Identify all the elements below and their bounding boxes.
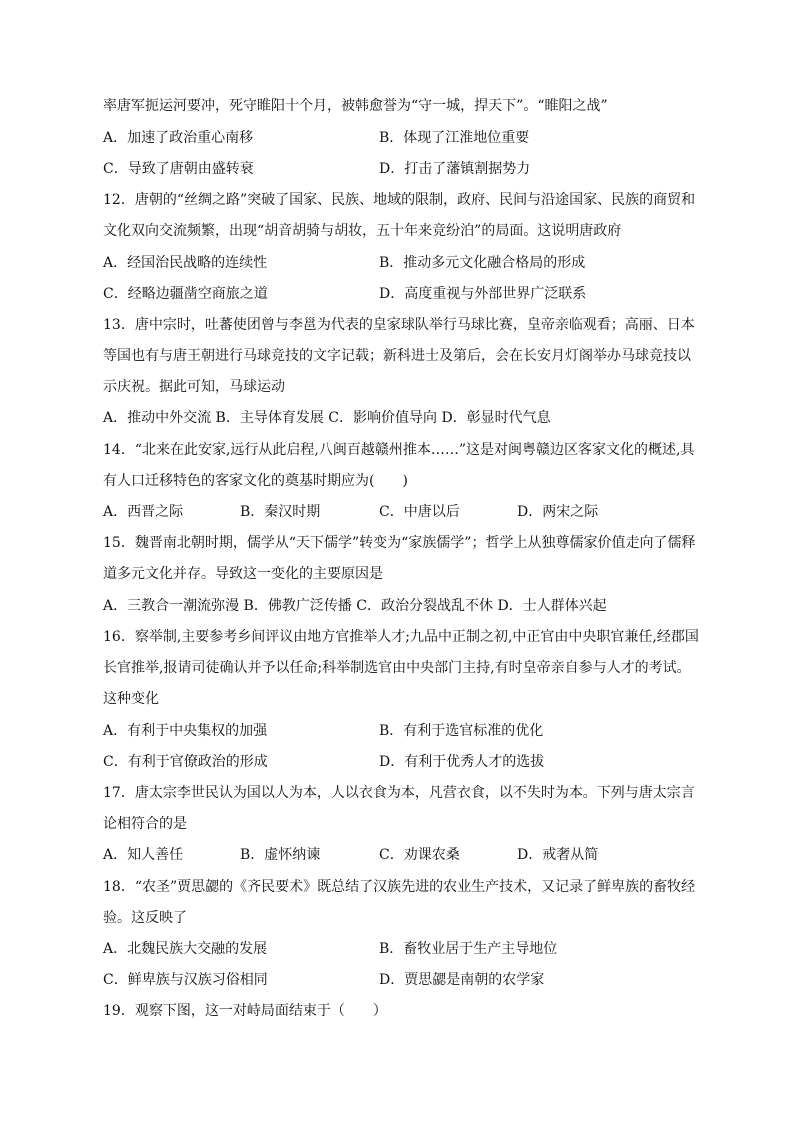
q18-option-c: C．鲜卑族与汉族习俗相同	[103, 972, 268, 988]
q17-option-a: A．知人善任	[103, 847, 184, 863]
q12-option-c: C．经略边疆凿空商旅之道	[103, 286, 268, 302]
q13-stem-line-1: 13．唐中宗时，吐蕃使团曾与李邕为代表的皇家球队举行马球比赛，皇帝亲临观看；高丽、日本	[103, 317, 695, 333]
q12-stem-line-2: 文化双向交流频繁，出现“胡音胡骑与胡妆，五十年来竞纷泊”的局面。这说明唐政府	[103, 223, 622, 239]
q18-stem-line-1: 18．“农圣”贾思勰的《齐民要术》既总结了汉族先进的农业生产技术，又记录了鲜卑族的畜牧经	[103, 879, 696, 895]
q12-option-b: B．推动多元文化融合格局的形成	[379, 255, 586, 271]
q17-option-d: D．戒奢从简	[517, 847, 599, 863]
q17-option-b: B．虚怀纳谏	[240, 847, 321, 863]
q16-option-d: D．有利于优秀人才的选拔	[379, 754, 545, 770]
q18-option-b: B．畜牧业居于生产主导地位	[379, 941, 558, 957]
q12-option-a: A．经国治民战略的连续性	[103, 255, 268, 271]
q17-stem-line-2: 论相符合的是	[103, 816, 187, 832]
q12-option-d: D．高度重视与外部世界广泛联系	[379, 286, 587, 302]
q16-stem-line-1: 16．察举制,主要参考乡间评议由地方官推举人才;九品中正制之初,中正官由中央职官兼任,经郡国	[103, 629, 699, 645]
q19-stem: 19．观察下图，这一对峙局面结束于（ ）	[103, 1003, 387, 1019]
q15-stem-line-1: 15．魏晋南北朝时期，儒学从“天下儒学”转变为“家族儒学”；哲学上从独尊儒家价值走向了儒释	[103, 535, 696, 551]
q13-stem-line-3: 示庆祝。据此可知，马球运动	[103, 379, 285, 395]
q18-stem-line-2: 验。这反映了	[103, 910, 187, 926]
q11-option-b: B．体现了江淮地位重要	[379, 130, 530, 146]
q11-option-c: C．导致了唐朝由盛转衰	[103, 161, 254, 177]
q16-option-a: A．有利于中央集权的加强	[103, 723, 268, 739]
q11-stem-tail: 率唐军扼运河要冲，死守睢阳十个月，被韩愈誉为“守一城，捍天下”。“睢阳之战”	[103, 98, 608, 114]
q14-stem-line-2: 有人口迁移特色的客家文化的奠基时期应为( )	[103, 473, 408, 489]
q17-stem-line-1: 17．唐太宗李世民认为国以人为本，人以衣食为本，凡营衣食，以不失时为本。下列与唐太宗言	[103, 785, 695, 801]
q14-option-d: D．两宋之际	[517, 504, 599, 520]
q11-option-d: D．打击了藩镇割据势力	[379, 161, 531, 177]
q16-option-c: C．有利于官僚政治的形成	[103, 754, 268, 770]
q16-stem-line-2: 长官推举,报请司徒确认并予以任命;科举制选官由中央部门主持,有时皇帝亲自参与人才的考试。	[103, 660, 691, 676]
q16-stem-line-3: 这种变化	[103, 691, 159, 707]
q15-options: A．三教合一潮流弥漫 B．佛教广泛传播 C．政治分裂战乱不休 D．士人群体兴起	[103, 598, 607, 614]
q17-option-c: C．劝课农桑	[379, 847, 460, 863]
q14-stem-line-1: 14．“北来在此安家,远行从此启程,八闽百越赣州推本……”这是对闽粤赣边区客家文化的概述,具	[103, 442, 695, 458]
q13-options: A．推动中外交流 B．主导体育发展 C．影响价值导向 D．彰显时代气息	[103, 410, 551, 426]
q14-option-c: C．中唐以后	[379, 504, 460, 520]
q16-option-b: B．有利于选官标准的优化	[379, 723, 544, 739]
q13-stem-line-2: 等国也有与唐王朝进行马球竞技的文字记载；新科进士及第后，会在长安月灯阁举办马球竞技以	[103, 348, 691, 364]
q18-option-d: D．贾思勰是南朝的农学家	[379, 972, 545, 988]
q11-option-a: A．加速了政治重心南移	[103, 130, 254, 146]
q15-stem-line-2: 道多元文化并存。导致这一变化的主要原因是	[103, 566, 383, 582]
q14-option-a: A．西晋之际	[103, 504, 184, 520]
q18-option-a: A．北魏民族大交融的发展	[103, 941, 268, 957]
q12-stem-line-1: 12．唐朝的“丝绸之路”突破了国家、民族、地域的限制，政府、民间与沿途国家、民族的商贸和	[103, 192, 696, 208]
q14-option-b: B．秦汉时期	[240, 504, 321, 520]
